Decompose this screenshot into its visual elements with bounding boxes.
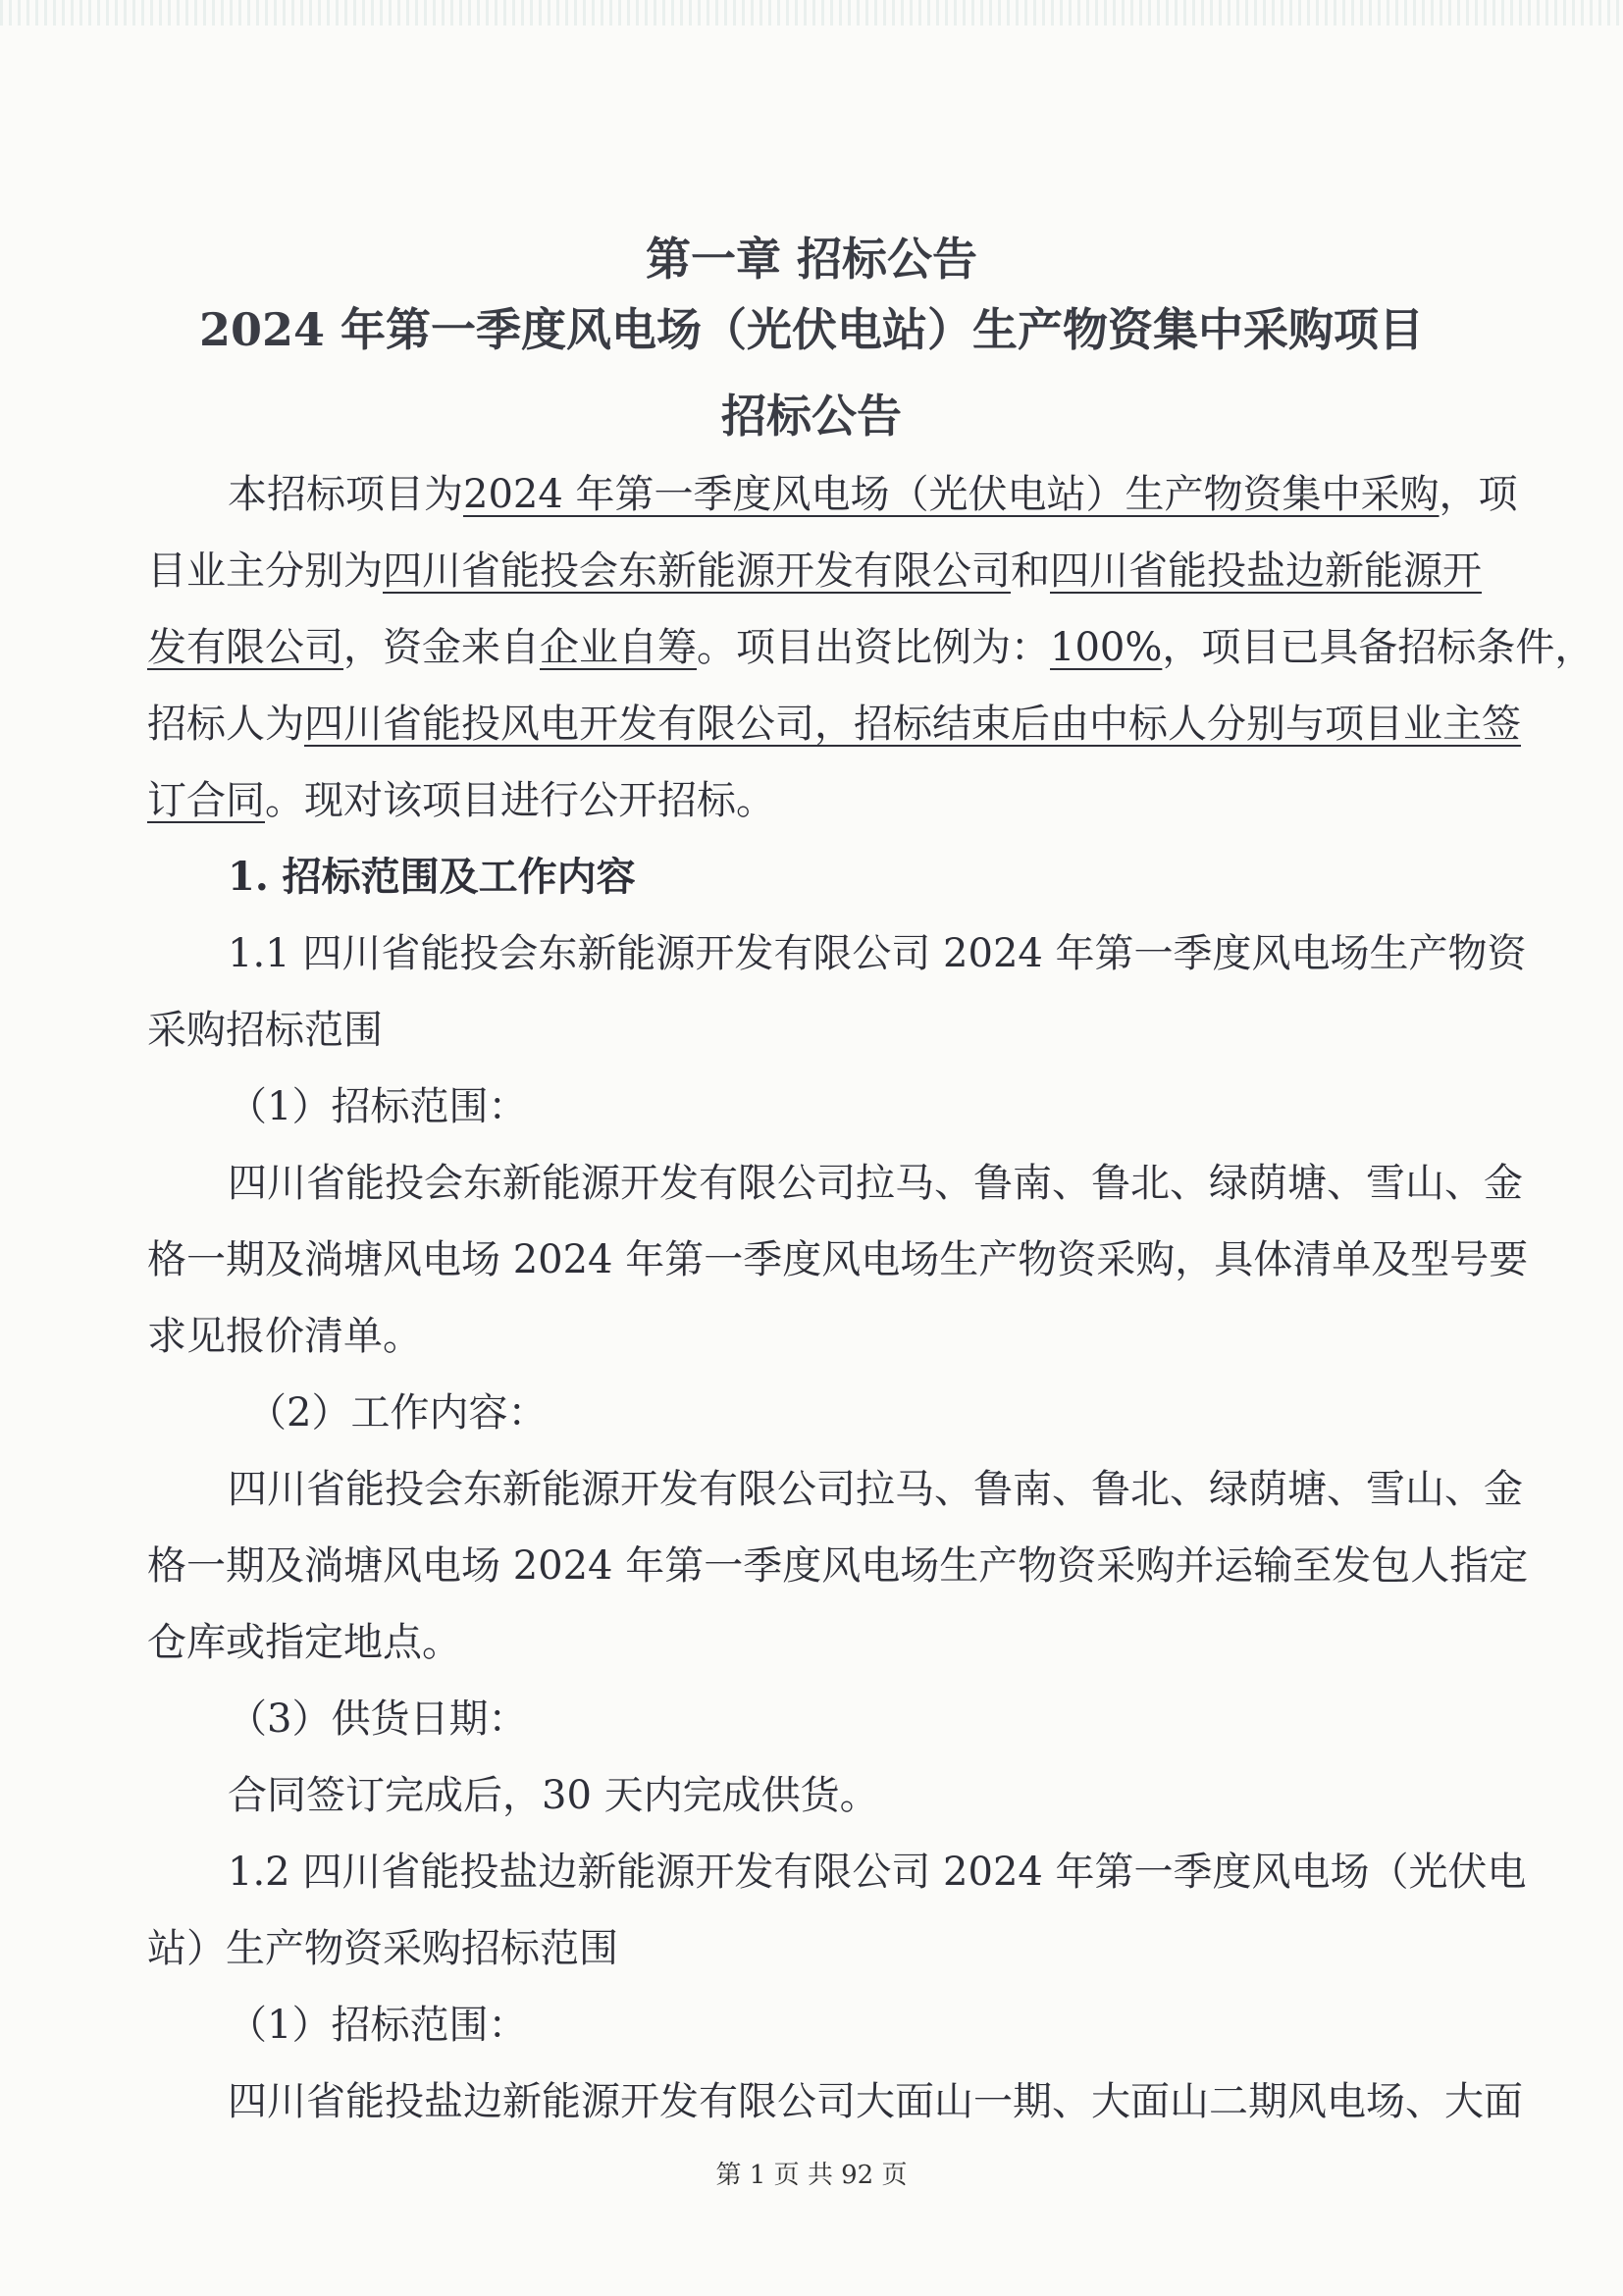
s11-scope-label: （1）招标范围： — [228, 1084, 528, 1129]
s11-date-text: 合同签订完成后，30 天内完成供货。 — [228, 1773, 879, 1818]
scan-edge-artifact — [0, 0, 1623, 26]
s11-work-line-2: 格一期及淌塘风电场 2024 年第一季度风电场生产物资采购并运输至发包人指定 — [147, 1543, 1529, 1589]
section-1-1-heading-line-1: 1.1 四川省能投会东新能源开发有限公司 2024 年第一季度风电场生产物资 — [228, 931, 1527, 976]
owner-1-underlined: 四川省能投会东新能源开发有限公司 — [383, 548, 1011, 594]
intro-line-3 — [147, 618, 1595, 677]
intro-line-4 — [147, 695, 1521, 754]
intro-text: ，资金来自 — [343, 625, 540, 670]
project-name-underlined: 2024 年第一季度风电场（光伏电站）生产物资集中采购 — [463, 472, 1440, 517]
intro-text: 目业主分别为 — [147, 548, 383, 594]
intro-text: 招标人为 — [147, 702, 304, 747]
s12-scope-line-1: 四川省能投盐边新能源开发有限公司大面山一期、大面山二期风电场、大面 — [228, 2079, 1523, 2124]
intro-text: ，项目已具备招标条件， — [1162, 625, 1595, 670]
owner-2-underlined: 四川省能投盐边新能源开 — [1050, 548, 1482, 594]
section-1-2-heading-line-1: 1.2 四川省能投盐边新能源开发有限公司 2024 年第一季度风电场（光伏电 — [228, 1850, 1527, 1895]
s11-work-label: （2）工作内容： — [247, 1390, 548, 1435]
intro-line-1 — [228, 465, 1518, 524]
intro-text: ，项 — [1439, 472, 1518, 517]
chapter-title: 第一章 招标公告 — [645, 233, 977, 286]
intro-text: 和 — [1011, 548, 1050, 594]
intro-text: 本招标项目为 — [228, 472, 463, 517]
s11-date-label: （3）供货日期： — [228, 1696, 528, 1742]
document-type-title: 招标公告 — [721, 390, 902, 443]
s12-scope-label: （1）招标范围： — [228, 2003, 528, 2048]
s11-scope-line-1: 四川省能投会东新能源开发有限公司拉马、鲁南、鲁北、绿荫塘、雪山、金 — [228, 1161, 1523, 1206]
section-1-title: 1. 招标范围及工作内容 — [228, 854, 636, 900]
funding-ratio-underlined: 100% — [1050, 625, 1163, 670]
tenderer-underlined: 四川省能投风电开发有限公司，招标结束后由中标人分别与项目业主签 — [304, 702, 1521, 747]
intro-line-2 — [147, 542, 1482, 600]
contract-underlined: 订合同 — [147, 778, 265, 823]
intro-line-5 — [147, 771, 1482, 830]
section-1-1-heading-line-2: 采购招标范围 — [147, 1008, 383, 1053]
funding-source-underlined: 企业自筹 — [540, 625, 697, 670]
owner-2-underlined-cont: 发有限公司 — [147, 625, 343, 670]
s11-scope-line-3: 求见报价清单。 — [147, 1314, 422, 1359]
page-number-footer: 第 1 页 共 92 页 — [715, 2161, 908, 2190]
s11-work-line-3: 仓库或指定地点。 — [147, 1620, 461, 1665]
s11-scope-line-2: 格一期及淌塘风电场 2024 年第一季度风电场生产物资采购，具体清单及型号要 — [147, 1237, 1529, 1282]
section-1-2-heading-line-2: 站）生产物资采购招标范围 — [147, 1926, 618, 1971]
intro-text: 。项目出资比例为： — [697, 625, 1050, 670]
s11-work-line-1: 四川省能投会东新能源开发有限公司拉马、鲁南、鲁北、绿荫塘、雪山、金 — [228, 1467, 1523, 1512]
project-title: 2024 年第一季度风电场（光伏电站）生产物资集中采购项目 — [198, 303, 1425, 356]
intro-text: 。现对该项目进行公开招标。 — [265, 778, 775, 823]
